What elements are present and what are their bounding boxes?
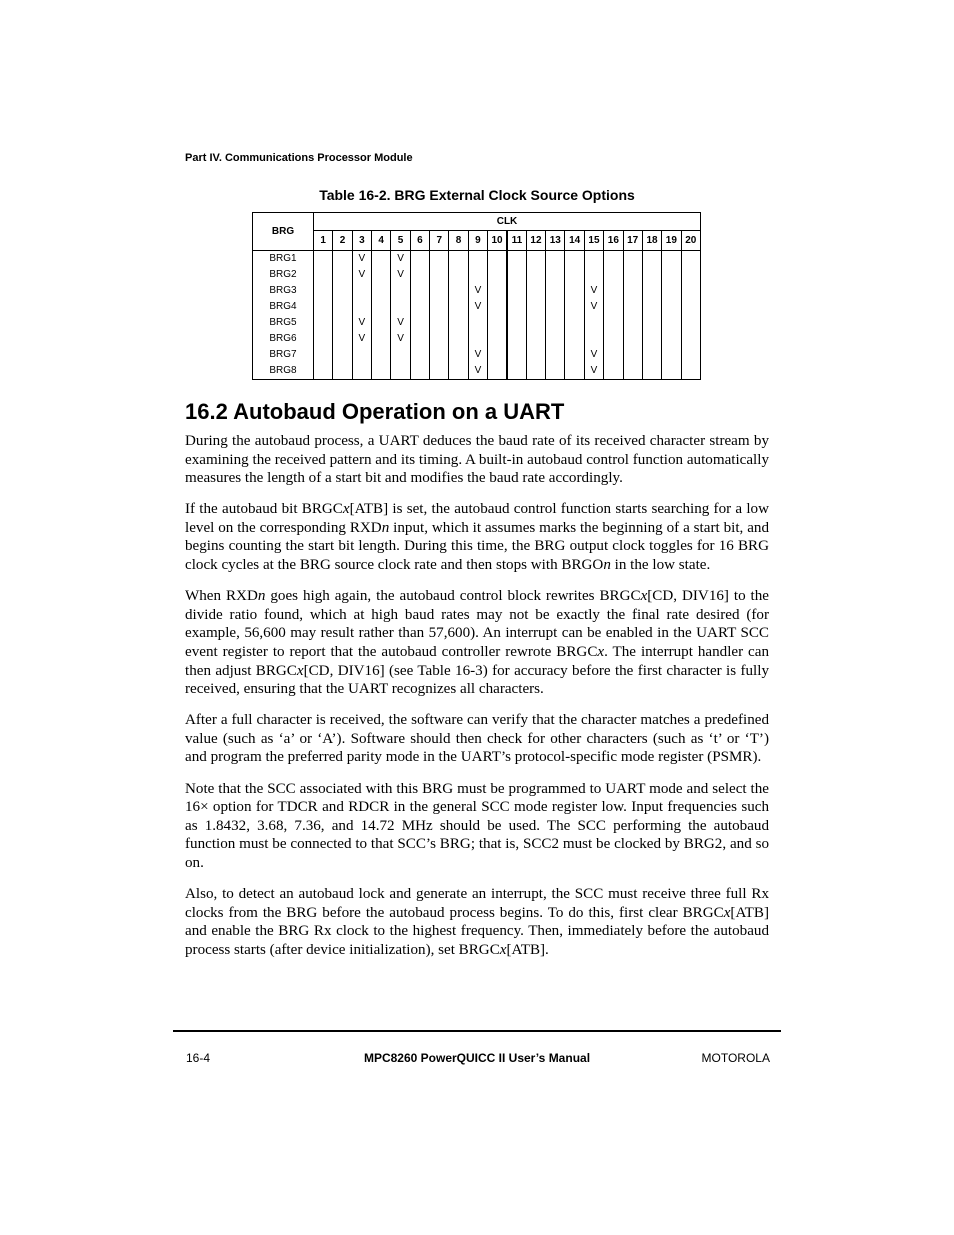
italic-variable: x (296, 662, 304, 679)
section-title: 16.2 Autobaud Operation on a UART (185, 399, 565, 424)
clk-cell (642, 315, 661, 331)
text-run: If the autobaud bit BRGC (185, 501, 343, 518)
clk-cell (449, 299, 468, 315)
clk-number-header: 19 (662, 231, 681, 251)
table-row (253, 315, 701, 331)
clk-cell (623, 283, 642, 299)
text-run: During the autobaud process, a UART deduces the baud rate of its received character stream by examining the received pattern and its timing. A built-in autobaud control function automatically measures the length of a start bit and modifies the baud rate accordingly. (185, 433, 769, 487)
clk-number-header: 17 (623, 231, 642, 251)
clk-cell (507, 315, 526, 331)
clk-column-header: CLK (314, 213, 701, 231)
clk-cell (662, 363, 681, 380)
clk-cell (372, 299, 391, 315)
clk-number-header: 1 (314, 231, 333, 251)
body-paragraph (185, 587, 769, 699)
clk-cell (526, 363, 545, 380)
clk-cell (623, 315, 642, 331)
clk-cell (662, 315, 681, 331)
clk-cell (468, 251, 487, 268)
clk-number-row (253, 231, 701, 251)
clk-cell (526, 251, 545, 268)
brg-table-body (253, 251, 701, 380)
brg-row-label: BRG5 (253, 315, 314, 331)
clk-cell (488, 251, 507, 268)
clk-number-header: 20 (681, 231, 700, 251)
clk-cell (584, 251, 603, 268)
table-row (253, 347, 701, 363)
clk-number-header: 12 (526, 231, 545, 251)
clk-cell (507, 283, 526, 299)
clk-cell (333, 347, 352, 363)
clk-cell (314, 331, 333, 347)
clk-cell (604, 267, 623, 283)
clk-cell (333, 331, 352, 347)
clk-cell (410, 315, 429, 331)
clk-cell (430, 363, 449, 380)
clk-cell (391, 363, 410, 380)
clk-cell (681, 347, 700, 363)
italic-variable: n (257, 588, 266, 605)
clk-cell (430, 283, 449, 299)
table-row (253, 363, 701, 380)
clk-cell (623, 267, 642, 283)
clk-cell (488, 267, 507, 283)
clk-cell (662, 251, 681, 268)
text-run: Note that the SCC associated with this BRG must be programmed to UART mode and select the 16× option for TDCR and RDCR in the general SCC mode register low. Input frequencies such as 1.8432, 3.68, 7.36, and 14.72 MHz should be used. The SCC performing the autobaud function must be connected to that SCC’s BRG; that is, SCC2 must be clocked by BRG2, and so on. (185, 780, 769, 871)
clk-cell (604, 347, 623, 363)
clk-cell (488, 315, 507, 331)
footer-rule (173, 1030, 781, 1032)
clk-cell (546, 283, 565, 299)
body-paragraph (185, 711, 769, 767)
clk-cell (604, 299, 623, 315)
text-run: [ATB] and enable the BRG Rx clock to the highest frequency. Then, immediately before the autobaud process starts (after device initialization), set BRGC (185, 904, 769, 958)
clk-cell (565, 363, 584, 380)
clk-cell (372, 283, 391, 299)
clk-number-header: 13 (546, 231, 565, 251)
text-run: . The interrupt handler can then adjust BRGC (185, 643, 769, 679)
clk-cell (642, 267, 661, 283)
clk-cell (681, 267, 700, 283)
clk-cell (507, 251, 526, 268)
clk-cell (468, 331, 487, 347)
italic-variable: x (640, 588, 648, 605)
clk-cell (623, 347, 642, 363)
clk-cell (314, 363, 333, 380)
text-run: After a full character is received, the software can verify that the character matches a predefined value (such as ‘a’ or ‘A’). Software should then check for other characters (such as ‘t’ or ‘T’) and program the preferred parity mode in the UART’s protocol-specific mode register (PSMR). (185, 712, 769, 766)
clk-cell (333, 251, 352, 268)
clk-cell: V (352, 331, 371, 347)
clk-cell (410, 251, 429, 268)
clk-cell (681, 315, 700, 331)
clk-cell (526, 299, 545, 315)
italic-variable: x (342, 501, 350, 518)
clk-cell (430, 331, 449, 347)
clk-cell (430, 299, 449, 315)
clk-cell (526, 315, 545, 331)
clk-cell (565, 315, 584, 331)
clk-cell (449, 347, 468, 363)
clk-number-header: 8 (449, 231, 468, 251)
clk-cell (623, 251, 642, 268)
clk-cell (526, 331, 545, 347)
clk-cell (507, 347, 526, 363)
clk-cell (333, 299, 352, 315)
clk-cell: V (584, 299, 603, 315)
brg-row-label: BRG1 (253, 251, 314, 268)
clk-cell (642, 283, 661, 299)
clk-cell: V (468, 299, 487, 315)
clk-cell (488, 283, 507, 299)
clk-cell (449, 331, 468, 347)
clk-cell (410, 347, 429, 363)
clk-cell (391, 299, 410, 315)
clk-cell (642, 299, 661, 315)
clk-cell (372, 363, 391, 380)
clk-cell (565, 331, 584, 347)
clk-cell (410, 299, 429, 315)
body-paragraph (185, 432, 769, 488)
clk-cell (488, 331, 507, 347)
clk-number-header: 4 (372, 231, 391, 251)
clk-cell (352, 299, 371, 315)
clk-cell (662, 347, 681, 363)
clk-cell (314, 251, 333, 268)
clk-cell (526, 267, 545, 283)
clk-cell: V (391, 251, 410, 268)
part-header: Part IV. Communications Processor Module (185, 152, 413, 164)
text-run: input, which it assumes marks the beginning of a start bit, and begins counting the start bit length. During this time, the BRG output clock toggles for 16 BRG clock cycles at the BRG source clock rate and then stops with BRGO (185, 519, 769, 574)
clk-cell (681, 331, 700, 347)
clk-cell (507, 331, 526, 347)
clk-cell (681, 251, 700, 268)
clk-cell (565, 251, 584, 268)
clk-cell (391, 283, 410, 299)
clk-cell: V (391, 315, 410, 331)
clk-number-header: 14 (565, 231, 584, 251)
clk-cell (681, 283, 700, 299)
clk-cell (507, 267, 526, 283)
brg-row-label: BRG3 (253, 283, 314, 299)
clk-cell (449, 267, 468, 283)
clk-cell (410, 331, 429, 347)
brg-row-label: BRG7 (253, 347, 314, 363)
clk-cell (526, 283, 545, 299)
text-run: When RXD (185, 588, 258, 605)
manual-title: MPC8260 PowerQUICC II User’s Manual (363, 1051, 591, 1065)
brg-clock-table (252, 212, 701, 380)
body-text (185, 432, 769, 972)
clk-cell (584, 267, 603, 283)
clk-cell (681, 363, 700, 380)
clk-number-header: 7 (430, 231, 449, 251)
clk-cell: V (584, 347, 603, 363)
clk-number-header: 18 (642, 231, 661, 251)
clk-cell (333, 363, 352, 380)
clk-cell (488, 299, 507, 315)
clk-cell (546, 363, 565, 380)
clk-cell (546, 251, 565, 268)
clk-number-header: 9 (468, 231, 487, 251)
clk-cell (314, 299, 333, 315)
text-run: Also, to detect an autobaud lock and generate an interrupt, the SCC must receive three full Rx clocks from the BRG before the autobaud process begins. To do this, first clear BRGC (185, 885, 769, 921)
clk-cell (546, 267, 565, 283)
clk-cell (352, 347, 371, 363)
text-run: in the low state. (610, 557, 711, 574)
italic-variable: n (381, 519, 390, 536)
clk-cell (546, 331, 565, 347)
body-paragraph (185, 780, 769, 873)
clk-cell (449, 315, 468, 331)
clk-cell (391, 347, 410, 363)
clk-cell (372, 267, 391, 283)
clk-number-header: 2 (333, 231, 352, 251)
page-number: 16-4 (186, 1051, 211, 1065)
clk-number-header: 16 (604, 231, 623, 251)
clk-cell (604, 331, 623, 347)
clk-cell (333, 283, 352, 299)
table-row (253, 267, 701, 283)
body-paragraph (185, 500, 769, 574)
clk-cell: V (391, 267, 410, 283)
clk-cell (372, 331, 391, 347)
clk-cell (662, 299, 681, 315)
clk-cell: V (352, 267, 371, 283)
table-caption: Table 16-2. BRG External Clock Source Options (319, 187, 635, 203)
clk-cell (410, 267, 429, 283)
clk-cell (372, 315, 391, 331)
clk-cell: V (352, 251, 371, 268)
clk-cell (314, 267, 333, 283)
clk-cell (449, 251, 468, 268)
clk-cell (604, 283, 623, 299)
clk-cell (546, 347, 565, 363)
clk-cell (526, 347, 545, 363)
clk-cell (565, 299, 584, 315)
clk-cell (662, 283, 681, 299)
clk-cell (314, 283, 333, 299)
clk-cell (604, 251, 623, 268)
clk-cell: V (468, 347, 487, 363)
clk-cell (430, 347, 449, 363)
brg-row-label: BRG6 (253, 331, 314, 347)
clk-cell: V (584, 363, 603, 380)
clk-number-header: 3 (352, 231, 371, 251)
clk-cell: V (468, 363, 487, 380)
clk-number-header: 11 (507, 231, 526, 251)
italic-variable: n (603, 557, 611, 574)
clk-cell (642, 363, 661, 380)
clk-cell (642, 347, 661, 363)
clk-cell (372, 347, 391, 363)
clk-cell (333, 315, 352, 331)
clk-cell (565, 267, 584, 283)
clk-cell (468, 267, 487, 283)
clk-number-header: 15 (584, 231, 603, 251)
table-row (253, 283, 701, 299)
clk-cell (410, 283, 429, 299)
clk-cell (507, 363, 526, 380)
table-row (253, 251, 701, 268)
clk-cell (352, 283, 371, 299)
clk-cell (372, 251, 391, 268)
clk-cell: V (352, 315, 371, 331)
text-run: [ATB]. (506, 941, 549, 958)
clk-cell: V (584, 283, 603, 299)
italic-variable: x (597, 643, 605, 660)
text-run: [CD, DIV16] to the divide ratio found, which at high baud rates may not be exactly the final rate desired (for example, 56,600 may result rather than 57,600). An interrupt can be enabled in the UART SCC event register to report that the autobaud controller rewrote BRGC (185, 588, 769, 660)
text-run: [ATB] is set, the autobaud control function starts searching for a low level on the corresponding RXD (185, 501, 769, 536)
clk-cell: V (391, 331, 410, 347)
body-paragraph (185, 885, 769, 959)
clk-cell (488, 363, 507, 380)
clk-cell (449, 363, 468, 380)
italic-variable: x (499, 941, 507, 958)
clk-cell (642, 331, 661, 347)
clk-cell (565, 283, 584, 299)
company-name: MOTOROLA (701, 1051, 770, 1065)
clk-cell (584, 331, 603, 347)
brg-column-header: BRG (253, 213, 314, 251)
text-run: goes high again, the autobaud control block rewrites BRGC (265, 588, 641, 605)
clk-cell (333, 267, 352, 283)
clk-cell (623, 299, 642, 315)
clk-cell (430, 315, 449, 331)
brg-row-label: BRG2 (253, 267, 314, 283)
clk-cell (584, 315, 603, 331)
clk-number-header: 6 (410, 231, 429, 251)
clk-cell (681, 299, 700, 315)
clk-cell (430, 267, 449, 283)
clk-cell (662, 267, 681, 283)
table-row (253, 299, 701, 315)
clk-cell (662, 331, 681, 347)
clk-cell (449, 283, 468, 299)
clk-number-header: 10 (488, 231, 507, 251)
clk-cell (642, 251, 661, 268)
clk-cell (546, 299, 565, 315)
text-run: [CD, DIV16] (see Table 16-3) for accuracy before the first character is fully received, ensuring that the UART recognizes all characters. (185, 662, 769, 698)
clk-cell (565, 347, 584, 363)
clk-cell (314, 315, 333, 331)
clk-cell (488, 347, 507, 363)
clk-cell: V (468, 283, 487, 299)
clk-cell (410, 363, 429, 380)
clk-cell (623, 331, 642, 347)
clk-cell (546, 315, 565, 331)
clk-cell (604, 315, 623, 331)
clk-cell (507, 299, 526, 315)
clk-cell (314, 347, 333, 363)
clk-cell (352, 363, 371, 380)
clk-cell (430, 251, 449, 268)
clk-cell (468, 315, 487, 331)
clk-cell (623, 363, 642, 380)
brg-row-label: BRG4 (253, 299, 314, 315)
table-row (253, 331, 701, 347)
clk-number-header: 5 (391, 231, 410, 251)
brg-row-label: BRG8 (253, 363, 314, 380)
italic-variable: x (723, 904, 731, 921)
clk-cell (604, 363, 623, 380)
